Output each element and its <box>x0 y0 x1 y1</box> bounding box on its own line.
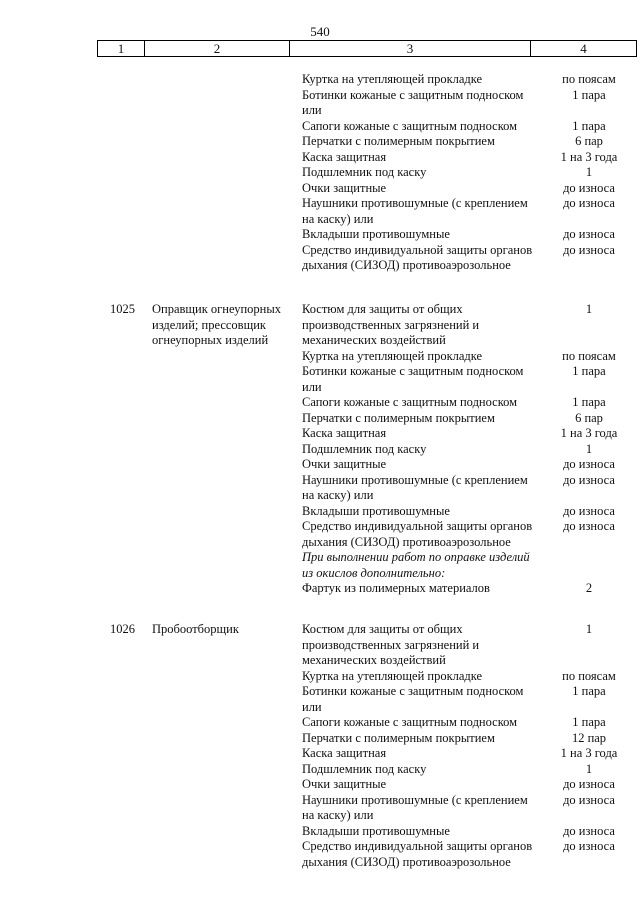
item-name: Куртка на утепляющей прокладке <box>302 668 483 683</box>
item-qty: 6 пар <box>575 410 603 425</box>
item-name: Наушники противошумные (с креплением на каску) или <box>302 472 528 502</box>
table-row <box>302 395 640 411</box>
table-row <box>302 839 640 870</box>
item-qty: по поясам <box>562 348 616 363</box>
table-row <box>302 762 640 778</box>
item-name: Ботинки кожаные с защитным подноском или <box>302 364 524 394</box>
item-qty: 6 пар <box>575 134 603 148</box>
table-row <box>302 442 640 458</box>
item-name: Куртка на утепляющей прокладке <box>302 72 483 86</box>
item-name: Костюм для защиты от общих производственных загрязнений и механических воздействий <box>302 302 480 347</box>
item-qty: 1 пара <box>572 715 606 729</box>
item-name: Перчатки с полимерным покрытием <box>302 134 495 148</box>
item-name: Каска защитная <box>302 149 387 164</box>
item-qty: 1 пара <box>572 364 606 378</box>
additional-note: При выполнении работ по оправке изделий из окислов дополнительно: <box>302 550 530 580</box>
table-row <box>302 88 640 119</box>
item-qty: 1 пара <box>572 684 606 698</box>
equipment-list <box>302 302 640 597</box>
header-col-1: 1 <box>117 40 125 56</box>
table-row <box>302 715 640 731</box>
table-row <box>302 684 640 715</box>
table-row <box>302 134 640 150</box>
profession-name: Оправщик огнеупорных изделий; прессовщик огнеупорных изделий <box>152 302 282 347</box>
table-row <box>302 243 640 274</box>
item-name: Вкладыши противошумные <box>302 227 450 241</box>
item-qty: 1 <box>585 302 593 316</box>
equipment-list <box>302 72 640 274</box>
table-row <box>302 349 640 365</box>
item-qty: 12 пар <box>571 730 607 745</box>
item-qty: до износа <box>563 823 615 838</box>
item-name: Костюм для защиты от общих производственных загрязнений и механических воздействий <box>302 622 480 667</box>
row-number: 1026 <box>110 622 135 636</box>
item-qty: 1 <box>585 761 593 776</box>
row-number: 1025 <box>110 302 135 316</box>
item-name: Перчатки с полимерным покрытием <box>302 730 495 745</box>
table-row <box>302 581 640 597</box>
item-qty: до износа <box>563 180 615 195</box>
item-name: Подшлемник под каску <box>302 441 427 456</box>
item-qty: 1 пара <box>572 395 606 409</box>
table-row <box>302 411 640 427</box>
item-name: Очки защитные <box>302 180 387 195</box>
item-qty: до износа <box>563 503 615 518</box>
table-row-note <box>302 550 640 581</box>
item-qty: 1 <box>585 622 593 636</box>
item-name: Вкладыши противошумные <box>302 823 450 838</box>
item-qty: 1 на 3 года <box>560 746 618 760</box>
item-qty: до износа <box>563 839 615 853</box>
item-name: Подшлемник под каску <box>302 165 427 179</box>
item-name: Каска защитная <box>302 746 387 760</box>
table-row <box>302 227 640 243</box>
table-row <box>302 426 640 442</box>
item-qty: 1 на 3 года <box>560 149 618 164</box>
table-row <box>302 150 640 166</box>
item-qty: 1 <box>585 441 593 456</box>
item-name: Ботинки кожаные с защитным подноском или <box>302 87 524 117</box>
item-qty: до износа <box>563 792 615 807</box>
table-row <box>302 777 640 793</box>
table-row <box>302 519 640 550</box>
table-row <box>302 119 640 135</box>
table-row <box>302 504 640 520</box>
item-name: Сапоги кожаные с защитным подноском <box>302 715 518 729</box>
table-row <box>302 793 640 824</box>
item-name: Сапоги кожаные с защитным подноском <box>302 118 518 133</box>
table-row <box>302 165 640 181</box>
item-qty: по поясам <box>562 72 616 86</box>
table-row <box>302 302 640 349</box>
item-qty: 2 <box>585 581 593 595</box>
item-name: Средство индивидуальной защиты органов дыхания (СИЗОД) противоаэрозольное <box>302 839 533 869</box>
table-row <box>302 824 640 840</box>
table-row <box>302 72 640 88</box>
item-name: Куртка на утепляющей прокладке <box>302 348 483 363</box>
table-row <box>302 181 640 197</box>
header-col-2: 2 <box>144 41 289 56</box>
table-row <box>302 731 640 747</box>
item-qty: до износа <box>563 472 615 487</box>
page-number: 540 <box>310 24 330 39</box>
item-qty: до износа <box>563 519 615 533</box>
item-name: Наушники противошумные (с креплением на каску) или <box>302 196 528 226</box>
item-qty: до износа <box>563 196 615 210</box>
table-row <box>302 457 640 473</box>
header-col-4: 4 <box>530 41 636 56</box>
item-qty: 1 <box>585 165 593 179</box>
item-qty: 1 пара <box>572 118 606 133</box>
item-name: Вкладыши противошумные <box>302 503 450 518</box>
item-qty: до износа <box>563 242 615 257</box>
item-name: Средство индивидуальной защиты органов дыхания (СИЗОД) противоаэрозольное <box>302 242 533 272</box>
table-row <box>302 622 640 669</box>
equipment-list <box>302 622 640 870</box>
table-row <box>302 196 640 227</box>
item-qty: до износа <box>563 227 615 241</box>
item-name: Сапоги кожаные с защитным подноском <box>302 395 518 409</box>
table-row <box>302 473 640 504</box>
item-qty: 1 пара <box>572 87 606 102</box>
profession-name: Пробоотборщик <box>152 622 239 636</box>
item-qty: до износа <box>563 457 615 471</box>
table-row <box>302 364 640 395</box>
header-col-3: 3 <box>289 41 530 56</box>
item-name: Подшлемник под каску <box>302 761 427 776</box>
item-name: Средство индивидуальной защиты органов дыхания (СИЗОД) противоаэрозольное <box>302 519 533 549</box>
item-qty: до износа <box>563 777 615 791</box>
item-name: Перчатки с полимерным покрытием <box>302 410 495 425</box>
item-name: Каска защитная <box>302 426 387 440</box>
table-header <box>97 40 637 57</box>
item-qty: по поясам <box>562 668 616 683</box>
item-name: Ботинки кожаные с защитным подноском или <box>302 684 524 714</box>
item-name: Очки защитные <box>302 457 387 471</box>
item-name: Фартук из полимерных материалов <box>302 581 490 595</box>
table-row <box>302 669 640 685</box>
item-name: Очки защитные <box>302 777 387 791</box>
item-name: Наушники противошумные (с креплением на каску) или <box>302 792 528 822</box>
item-qty: 1 на 3 года <box>560 426 618 440</box>
table-row <box>302 746 640 762</box>
